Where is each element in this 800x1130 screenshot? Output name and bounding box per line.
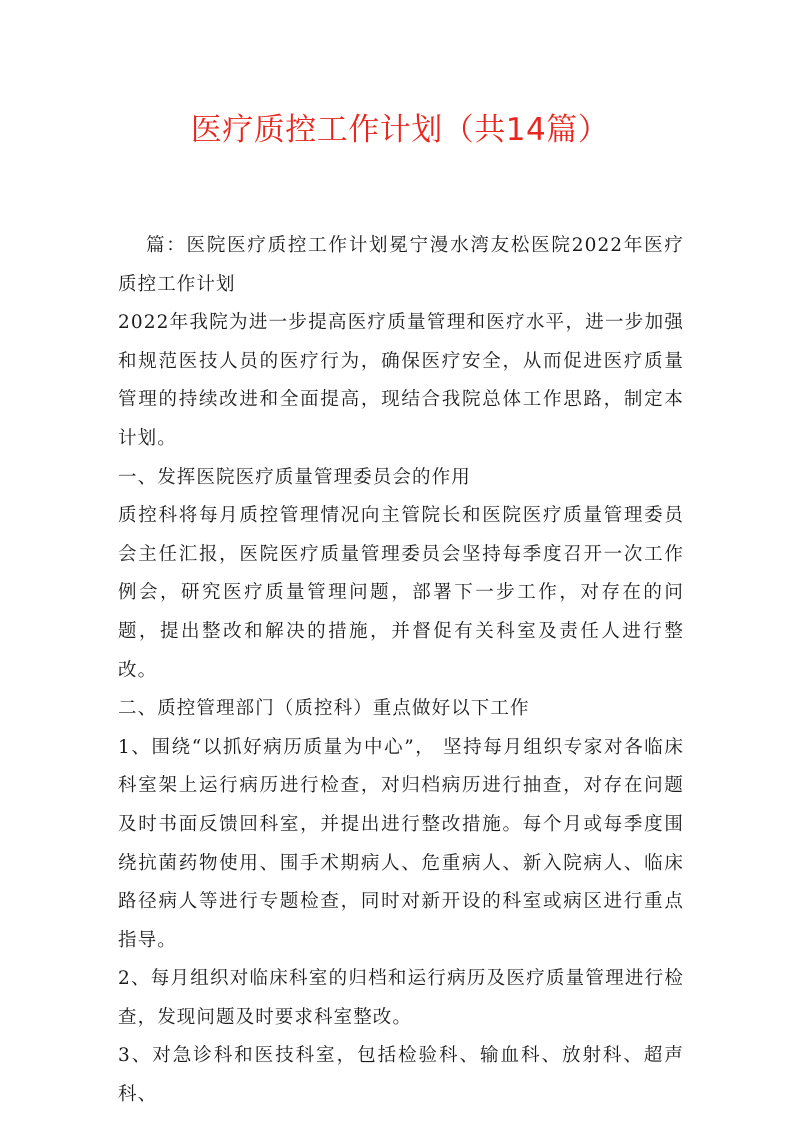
- paragraph-section-1: 质控科将每月质控管理情况向主管院长和医院医疗质量管理委员会主任汇报，医院医疗质量管理委员会坚持每季度召开一次工作例会，研究医疗质量管理问题，部署下一步工作，对存在的问题，提出整改和解决的措施，并督促有关科室及责任人进行整改。: [118, 505, 684, 681]
- section-heading-1: 一、发挥医院医疗质量管理委员会的作用: [118, 466, 471, 488]
- list-item-2: 2、每月组织对临床科室的归档和运行病历及医疗质量管理进行检查，发现问题及时要求科室整改。: [118, 968, 684, 1028]
- list-item-1: 1、围绕“以抓好病历质量为中心”， 坚持每月组织专家对各临床科室架上运行病历进行检查，对归档病历进行抽查，对存在问题及时书面反馈回科室，并提出进行整改措施。每个月或每季度围绕抗菌药物使用、围手术期病人、危重病人、新入院病人、临床路径病人等进行专题检查，同时对新开设的科室或病区进行重点指导。: [118, 736, 684, 951]
- document-title: 医疗质控工作计划（共14篇）: [190, 112, 610, 148]
- paragraph-overview: 2022年我院为进一步提高医疗质量管理和医疗水平，进一步加强和规范医技人员的医疗行为，确保医疗安全，从而促进医疗质量管理的持续改进和全面提高，现结合我院总体工作思路，制定本计划。: [118, 312, 684, 449]
- list-item-3: 3、对急诊科和医技科室，包括检验科、输血科、放射科、超声科、: [118, 1045, 684, 1106]
- section-heading-2: 二、质控管理部门（质控科）重点做好以下工作: [118, 698, 530, 720]
- paragraph-intro: 篇：医院医疗质控工作计划冕宁漫水湾友松医院2022年医疗质控工作计划: [118, 235, 684, 295]
- document-body: [118, 227, 684, 1115]
